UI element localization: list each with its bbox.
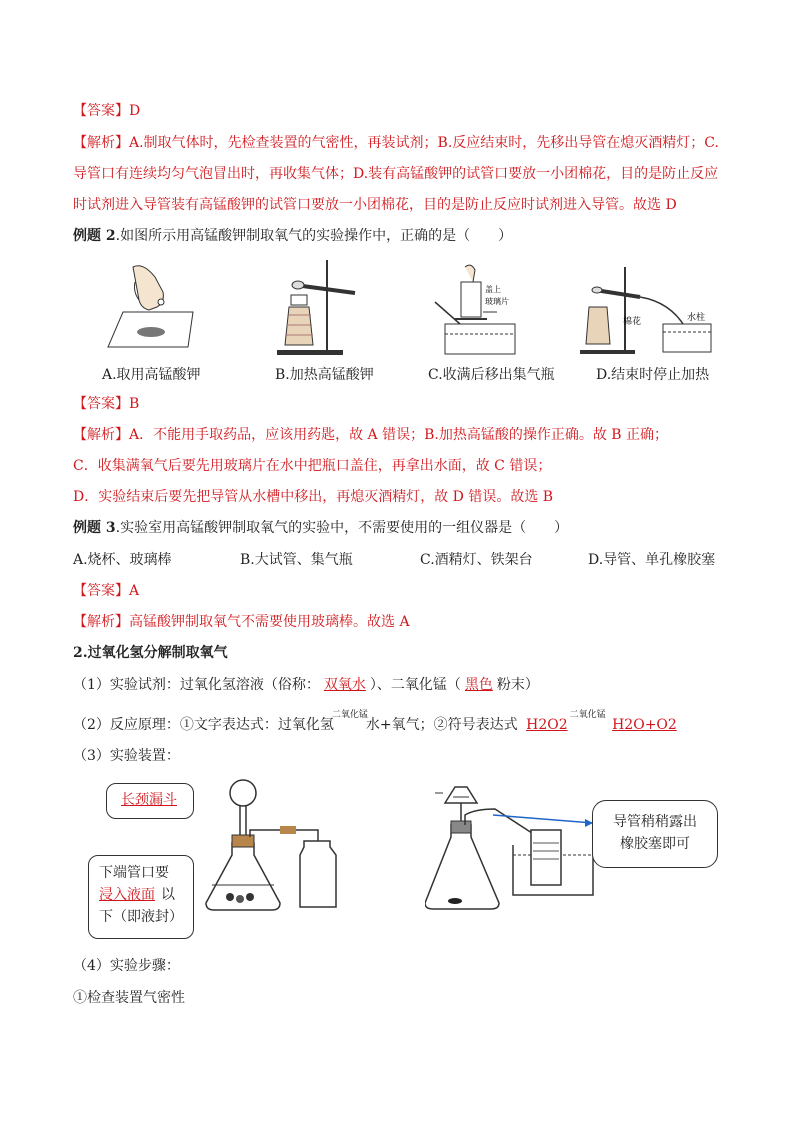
blank-hydrogen-peroxide-name: 双氧水 [323, 677, 366, 693]
q3-stem: 例题 3.实验室用高锰酸钾制取氧气的实验中，不需要使用的一组仪器是（ ） [73, 520, 569, 536]
q3-option-c: C.酒精灯、铁架台 [420, 552, 533, 568]
q1-analysis-line-3: 时试剂进入导管装有高锰酸钾的试管口要放一小团棉花，目的是防止反应时试剂进入导管。故选 D [73, 197, 677, 213]
catalyst-word: 二氧化锰 [331, 710, 368, 720]
q1-analysis-line-1: 【解析】A.制取气体时，先检查装置的气密性，再装试剂；B.反应结束时，先移出导管在熄灭酒精灯；C. [73, 135, 719, 151]
q2-c-label-2: 玻璃片 [485, 297, 509, 306]
q3-option-a: A.烧杯、玻璃棒 [73, 552, 172, 568]
q2-caption-a: A.取用高锰酸钾 [102, 367, 201, 383]
q3-option-b: B.大试管、集气瓶 [240, 552, 353, 568]
section2-step1: ①检查装置气密性 [73, 990, 185, 1006]
q2-figure-d [575, 262, 715, 357]
q2-caption-d: D.结束时停止加热 [596, 367, 710, 383]
q2-c-label-1: 盖上 [485, 285, 501, 294]
q2-stem: 例题 2.如图所示用高锰酸钾制取氧气的实验操作中，正确的是（ ） [73, 228, 513, 244]
q2-analysis-line-1: 【解析】A．不能用手取药品，应该用药匙，故 A 错误；B.加热高锰酸的操作正确。故 B 正确； [73, 427, 669, 443]
formula-right: H2O+O2 [612, 717, 677, 733]
q2-d-label-water: 水柱 [687, 313, 706, 323]
blank-mno2-color: 黑色 [464, 677, 493, 693]
label-box-liquid-seal: 下端管口要 浸入液面 以 下（即液封） [88, 855, 194, 939]
q1-analysis-line-2: 导管口有连续均匀气泡冒出时，再收集气体；D.装有高锰酸钾的试管口要放一小团棉花，目的是防止反应 [73, 166, 719, 182]
q2-figure-c [425, 262, 530, 357]
q2-d-label-cotton: 棉花 [623, 317, 642, 327]
q2-answer: 【答案】B [73, 396, 140, 412]
catalyst-symbol: 二氧化锰 [569, 710, 606, 720]
q1-answer: 【答案】D [73, 103, 141, 119]
section2-item3: （3）实验装置： [73, 748, 180, 764]
q3-analysis: 【解析】高锰酸钾制取氧气不需要使用玻璃棒。故选 A [73, 614, 410, 630]
q2-figure-b [265, 255, 365, 360]
q2-analysis-line-3: D．实验结束后要先把导管从水槽中移出，再熄灭酒精灯，故 D 错误。故选 B [73, 489, 554, 505]
q3-option-d: D.导管、单孔橡胶塞 [588, 552, 716, 568]
section2-item1: （1）实验试剂：过氧化氢溶液（俗称： 双氧水 ）、二氧化锰（ 黑色 粉末） [73, 677, 539, 693]
q2-figure-a [93, 262, 203, 357]
label-box-funnel: 长颈漏斗 [106, 783, 194, 819]
apparatus-left [200, 775, 360, 915]
formula-left: H2O2 [526, 717, 568, 733]
q2-analysis-line-2: C．收集满氧气后要先用玻璃片在水中把瓶口盖住，再拿出水面，故 C 错误； [73, 458, 552, 474]
section2-title: 2.过氧化氢分解制取氧气 [73, 645, 228, 661]
section2-item2: （2）反应原理：①文字表达式：过氧化氢$^{二氧化锰}$水+氧气；②符号表达式 $H2O2^{二氧化锰}$ H2O+O2 [73, 715, 681, 737]
q3-answer: 【答案】A [73, 583, 140, 599]
q2-caption-b: B.加热高锰酸钾 [275, 367, 374, 383]
section2-item4: （4）实验步骤： [73, 958, 180, 974]
q2-caption-c: C.收满后移出集气瓶 [428, 367, 555, 383]
label-box-tube: 导管稍稍露出 橡胶塞即可 [592, 800, 718, 868]
